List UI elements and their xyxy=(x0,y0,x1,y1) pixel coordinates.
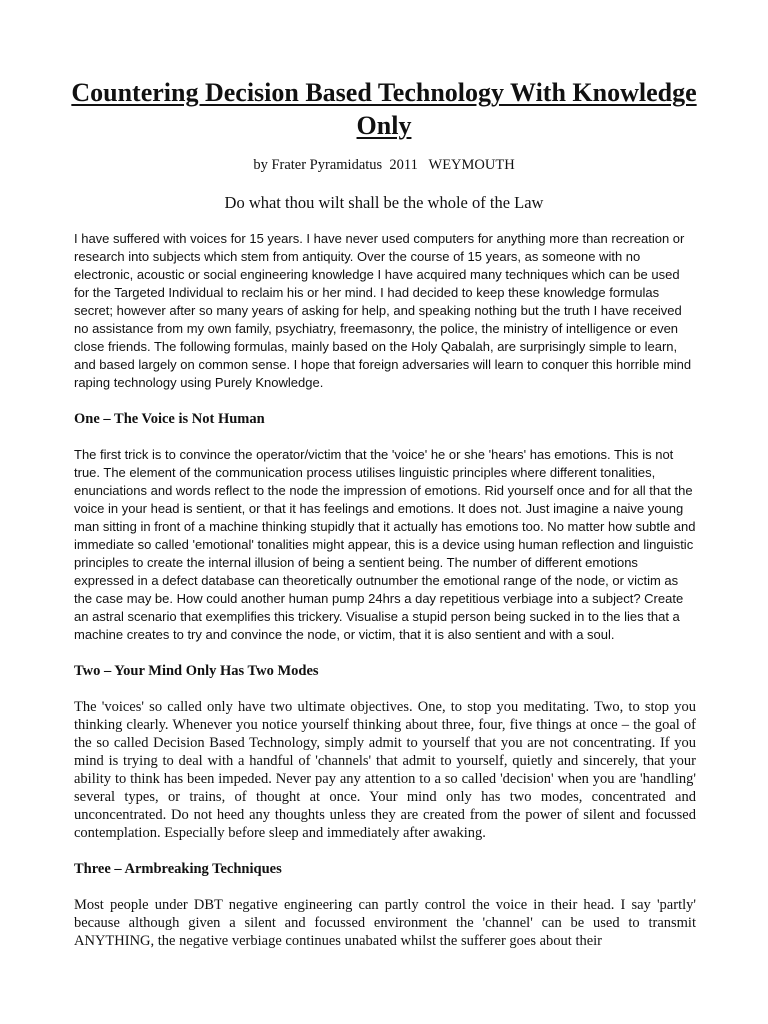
section-heading-two: Two – Your Mind Only Has Two Modes xyxy=(74,663,319,679)
section-heading-three: Three – Armbreaking Techniques xyxy=(74,861,282,877)
section-one-paragraph: The first trick is to convince the operator/victim that the 'voice' he or she 'hears' has emotions. This is not true. The element of the communication process utilises linguistic principles where different tonalities, enunciations and words reflect to the node the impression of emotions. Rid yourself once and for all that the voice in your head is sentient, or that it has feelings and emotions. It does not. Just imagine a naive young man sitting in front of a machine thinking stupidly that it actually has emotions too. No matter how subtle and immediate so called 'emotional' tonalities might appear, this is a device using human reflection and linguistic principles to create the internal illusion of being a sentient being. The number of different emotions expressed in a defect database can theoretically outnumber the emotional range of the node, or victim as the case may be. How could another human pump 24hrs a day repetitious verbiage into a subject? Create an astral scenario that exemplifies this trickery. Visualise a stupid person being sucked in to the lies that a machine creates to try and convince the node, or victim, that it is also sentient and with a soul. xyxy=(74,447,696,642)
intro-paragraph: I have suffered with voices for 15 years. I have never used computers for anything more than recreation or research into subjects which stem from antiquity. Over the course of 15 years, as someone with no electronic, acoustic or social engineering knowledge I have acquired many techniques which can be used for the Targeted Individual to reclaim his or her mind. I had decided to keep these knowledge formulas secret; however after so many years of asking for help, and speaking nothing but the truth I have received no assistance from my own family, psychiatry, freemasonry, the police, the ministry of intelligence or even close friends. The following formulas, mainly based on the Holy Qabalah, are surprisingly simple to learn, and based largely on common sense. I hope that foreign adversaries will learn to conquer this horrible mind raping technology using Purely Knowledge. xyxy=(74,231,692,390)
author-byline: by Frater Pyramidatus 2011 WEYMOUTH xyxy=(253,157,515,173)
motto-line: Do what thou wilt shall be the whole of the Law xyxy=(224,193,544,212)
document-body xyxy=(74,230,696,950)
document-title: Countering Decision Based Technology With Knowledge Only xyxy=(71,78,697,140)
section-two-paragraph: The 'voices' so called only have two ultimate objectives. One, to stop you meditating. Two, to stop you thinking clearly. Whenever you notice yourself thinking about three, four, five things at once – the goal of the so called Decision Based Technology, simply admit to yourself that you are not concentrating. If you mind is trying to deal with a handful of 'channels' that admit to yourself, quietly and sincerely, that your ability to think has been impeded. Never pay any attention to a so called 'decision' when you are 'handling' several types, or trains, of thought at once. Your mind only has two modes, concentrated and unconcentrated. Do not heed any thoughts unless they are created from the power of silent and focussed contemplation. Especially before sleep and immediately after awaking. xyxy=(74,699,696,841)
section-three-paragraph: Most people under DBT negative engineering can partly control the voice in their head. I say 'partly' because although given a silent and focussed environment the 'channel' can be used to transmit ANYTHING, the negative verbiage continues unabated whilst the sufferer goes about their xyxy=(74,897,696,949)
section-heading-one: One – The Voice is Not Human xyxy=(74,411,265,427)
